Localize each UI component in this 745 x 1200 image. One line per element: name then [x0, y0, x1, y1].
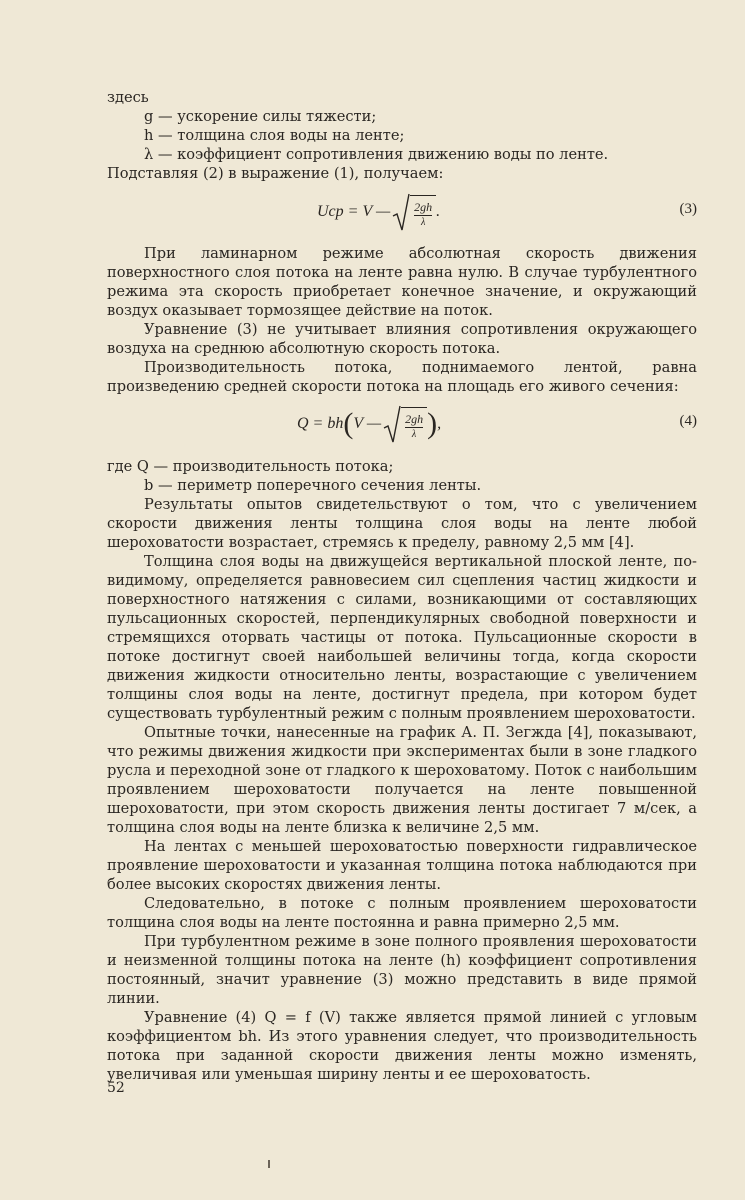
definition-q: где Q — производительность потока; [107, 458, 394, 475]
paragraph-productivity: Производительность потока, поднимаемого лентой, равна произведению средней скорости потока на площадь его живого сечения: [107, 359, 697, 395]
formula-3-denominator: λ [421, 217, 426, 228]
formula-3-numerator: 2gh [414, 200, 433, 214]
paragraph-consequently: Следовательно, в потоке с полным проявлением шероховатости толщина слоя воды на ленте постоянна и равна примерно 2,5 мм. [107, 895, 697, 931]
paragraph-layer-thickness: Толщина слоя воды на движущейся вертикальной плоской ленте, по-видимому, определяется равновесием сил сцепления частиц жидкости и поверхностного натяжения с силами, возникающими от составляющих пульсационных скоростей, перпендикулярных свободной поверхности и стремящихся оторвать частицы от потока. Пульсационные скорости в потоке достигнут своей наибольшей величины тогда, когда скорости движения жидкости относительно ленты, возрастающие с увеличением толщины слоя воды на ленте, достигнут предела, при котором будет существовать турбулентный режим с полным проявлением шероховатости. [107, 553, 697, 722]
formula-4-end: , [437, 415, 442, 432]
formula-3-lhs: Ucp = V — [317, 203, 391, 220]
paragraph-laminar: При ламинарном режиме абсолютная скорость движения поверхностного слоя потока на ленте равна нулю. В случае турбулентного режима эта скорость приобретает конечное значение, и окружающий воздух оказывает тормозящее действие на поток. [107, 245, 697, 319]
definition-b: b — периметр поперечного сечения ленты. [144, 477, 482, 494]
text-block-main [107, 457, 697, 1084]
paragraph-lower-roughness: На лентах с меньшей шероховатостью поверхности гидравлическое проявление шероховатости и указанная толщина потока наблюдаются при более высоких скоростях движения ленты. [107, 838, 697, 893]
formula-3 [107, 188, 697, 236]
formula-3-end: . [436, 203, 441, 220]
definition-lambda: λ — коэффициент сопротивления движению воды по ленте. [144, 146, 609, 163]
print-speck [268, 1160, 270, 1168]
paragraph-air-resistance: Уравнение (3) не учитывает влияния сопротивления окружающего воздуха на среднюю абсолютную скорость потока. [107, 321, 697, 357]
definition-h: h — толщина слоя воды на ленте; [144, 127, 405, 144]
paragraph-experimental-points: Опытные точки, нанесенные на график А. П. Зегжда [4], показывают, что режимы движения жидкости при экспериментах были в зоне гладкого русла и переходной зоне от гладкого к шероховатому. Поток с наибольшим проявлением шероховатости получается на ленте повышенной шероховатости, при этом скорость движения ленты достигает 7 м/сек, а толщина слоя воды на ленте близка к величине 2,5 мм. [107, 724, 697, 836]
formula-4-denominator: λ [411, 429, 417, 440]
page-number: 52 [107, 1080, 125, 1096]
intro-line: здесь [107, 89, 149, 106]
equation-number-3: (3) [679, 201, 697, 217]
formula-4-lhs: Q = bh [297, 415, 344, 432]
definition-g: g — ускорение силы тяжести; [144, 108, 377, 125]
formula-4-numerator: 2gh [405, 412, 424, 426]
paragraph-results: Результаты опытов свидетельствуют о том, что с увеличением скорости движения ленты толщина слоя воды на ленте любой шероховатости возрастает, стремясь к пределу, равному 2,5 мм [4]. [107, 496, 697, 551]
text-block-top [107, 88, 697, 183]
paragraph-turbulent: При турбулентном режиме в зоне полного проявления шероховатости и неизменной толщины потока на ленте (h) коэффициент сопротивления постоянный, значит уравнение (3) можно представить в виде прямой линии. [107, 933, 697, 1007]
sqrt-symbol [392, 192, 436, 232]
formula-4-fraction [401, 407, 427, 444]
text-block-middle [107, 244, 697, 396]
paragraph-equation-4: Уравнение (4) Q = f (V) также является прямой линией с угловым коэффициентом bh. Из этого уравнения следует, что производительность потока при заданной скорости движения ленты можно изменять, увеличивая или уменьшая ширину ленты и ее шероховатость. [107, 1009, 697, 1083]
formula-3-fraction [410, 195, 436, 232]
substitution-line: Подставляя (2) в выражение (1), получаем: [107, 165, 444, 182]
sqrt-symbol [383, 404, 427, 444]
formula-4-inner: V — [353, 415, 382, 432]
formula-4: Q = bh ( V — $\frac{2gh}{\lambda}$ ) , (4) [107, 400, 697, 448]
equation-number-4: (4) [679, 413, 697, 429]
